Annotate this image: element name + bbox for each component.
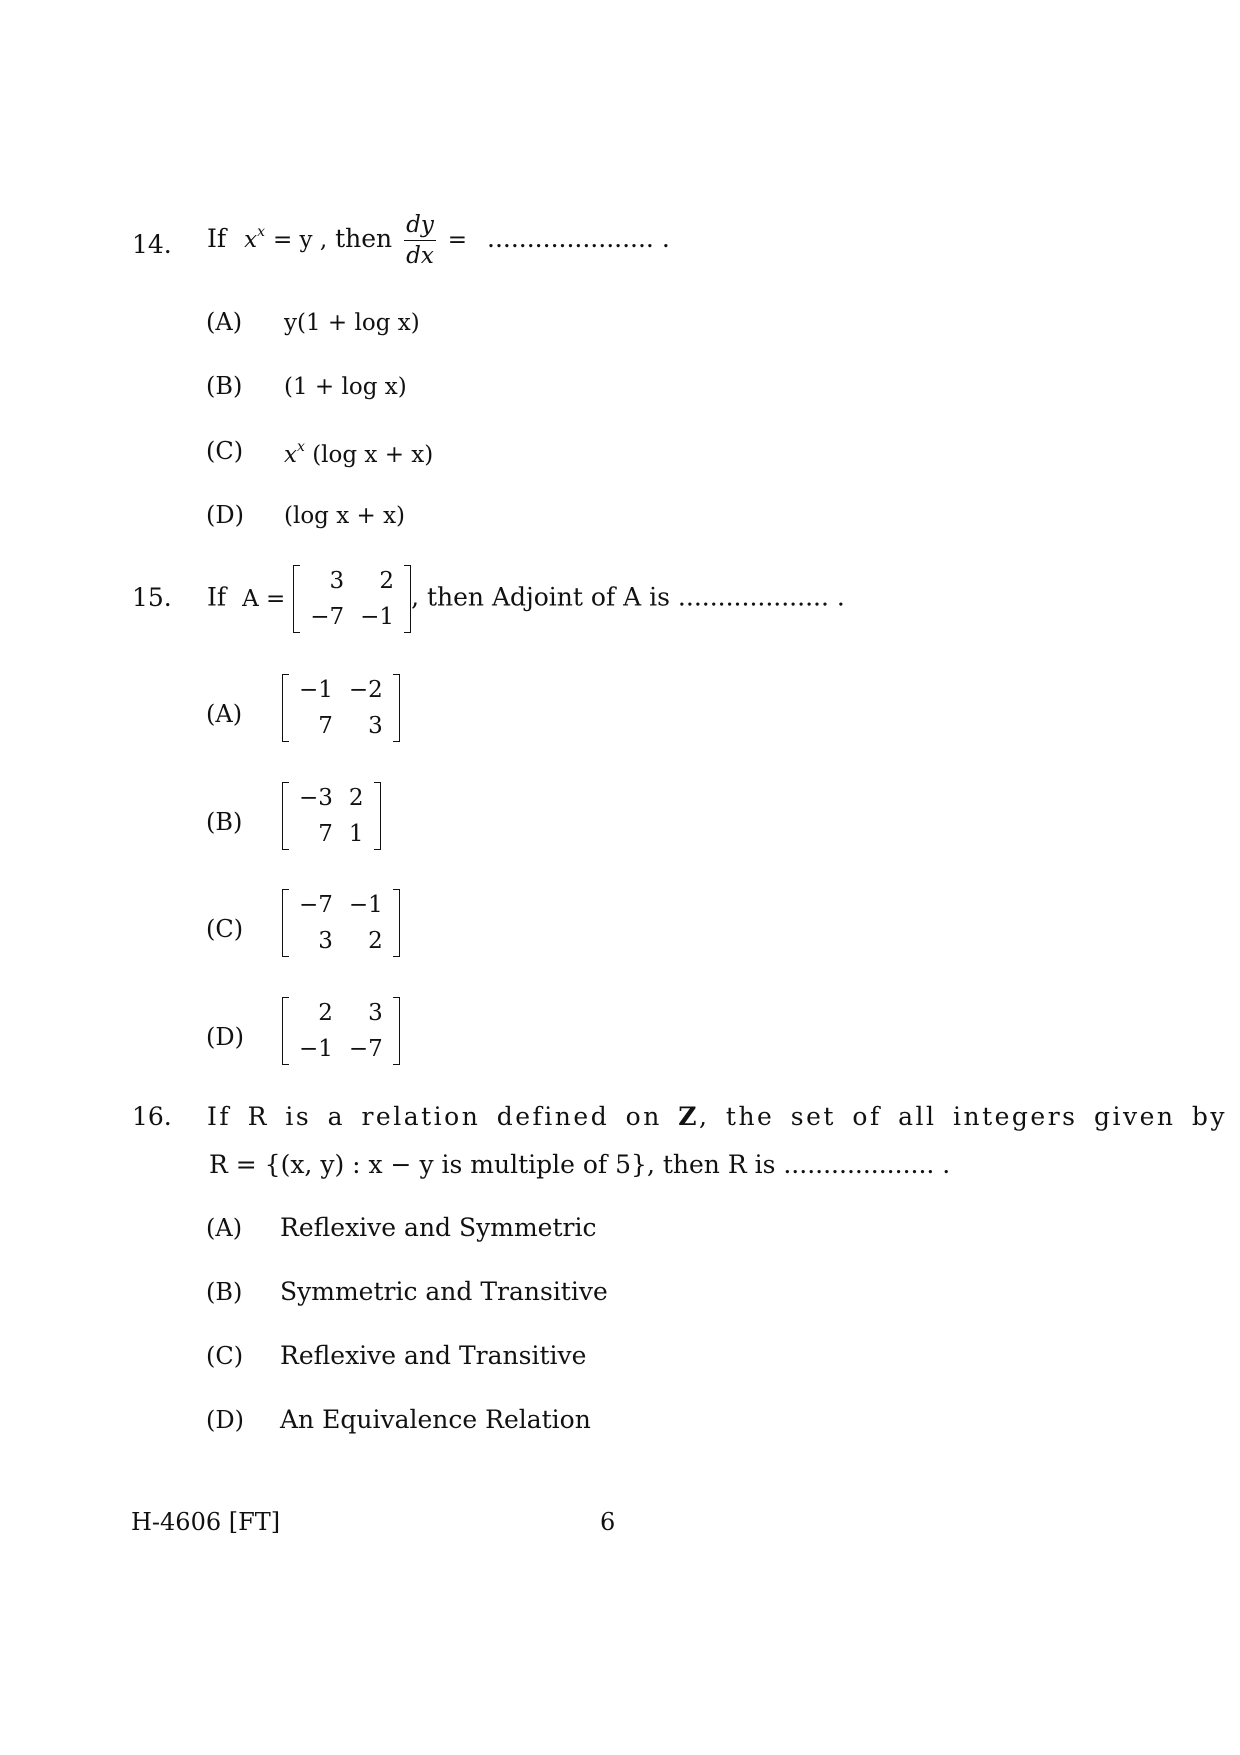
matrix-cell: 7 bbox=[318, 713, 333, 739]
q16-number: 16. bbox=[132, 1102, 172, 1131]
q14-option-a-text: y(1 + log x) bbox=[284, 310, 420, 336]
q15-matrix-name: A = bbox=[242, 585, 286, 612]
matrix-cell: 2 bbox=[348, 785, 364, 811]
q16-option-d-text: An Equivalence Relation bbox=[280, 1405, 591, 1434]
page-number: 6 bbox=[600, 1508, 616, 1536]
q14-eq-y: = y , bbox=[272, 227, 328, 253]
q14-option-c-rest: (log x + x) bbox=[304, 442, 434, 468]
q14-stem bbox=[207, 212, 670, 269]
q14-option-c-text bbox=[284, 439, 433, 468]
q16-option-b-label: (B) bbox=[206, 1278, 243, 1306]
q16-line1-bold: Z bbox=[678, 1102, 699, 1131]
matrix-cell: −7 bbox=[310, 604, 345, 630]
q14-option-c-exp: x bbox=[296, 439, 305, 455]
matrix-cell: 3 bbox=[318, 928, 333, 954]
matrix-cell: −1 bbox=[348, 892, 383, 918]
matrix-cell: 3 bbox=[329, 568, 345, 594]
q16-option-d-label: (D) bbox=[206, 1406, 244, 1434]
q14-if: If bbox=[207, 224, 227, 253]
q15-option-a-matrix bbox=[282, 672, 400, 744]
matrix-cell: 3 bbox=[368, 1000, 383, 1026]
q14-blank: ..................... . bbox=[487, 224, 670, 253]
q16-option-c-text: Reflexive and Transitive bbox=[280, 1341, 587, 1370]
matrix-cell: −7 bbox=[299, 892, 333, 918]
q16-option-b-text: Symmetric and Transitive bbox=[280, 1277, 608, 1306]
q15-option-d-label: (D) bbox=[206, 1023, 244, 1051]
q16-option-a-label: (A) bbox=[206, 1214, 243, 1242]
q16-stem-line1 bbox=[207, 1102, 1227, 1131]
q15-if: If bbox=[207, 582, 227, 612]
q15-option-c-matrix bbox=[282, 887, 400, 959]
matrix-cell: 3 bbox=[368, 713, 383, 739]
q15-option-c-label: (C) bbox=[206, 915, 244, 943]
q14-derivative-fraction bbox=[404, 212, 436, 269]
q14-number: 14. bbox=[132, 230, 172, 259]
q14-option-d-label: (D) bbox=[206, 501, 244, 529]
q16-option-c-label: (C) bbox=[206, 1342, 244, 1370]
q14-lhs-base: x bbox=[244, 227, 258, 253]
q14-option-b-label: (B) bbox=[206, 372, 243, 400]
q14-then: then bbox=[335, 224, 393, 253]
q15-number: 15. bbox=[132, 583, 172, 612]
matrix-cell: −2 bbox=[348, 677, 383, 703]
q14-option-c-base: x bbox=[284, 442, 297, 468]
q14-option-c-label: (C) bbox=[206, 437, 244, 465]
matrix-cell: 7 bbox=[318, 821, 333, 847]
q14-option-d-text: (log x + x) bbox=[284, 503, 406, 529]
matrix-cell: −7 bbox=[348, 1036, 383, 1062]
q14-lhs-exp: x bbox=[257, 224, 265, 240]
q14-frac-num: dy bbox=[404, 212, 436, 241]
matrix-cell: −1 bbox=[360, 604, 395, 630]
q14-frac-den: dx bbox=[406, 243, 434, 269]
matrix-cell: 1 bbox=[348, 821, 364, 847]
paper-code: H-4606 [FT] bbox=[131, 1508, 281, 1536]
matrix-cell: 2 bbox=[379, 568, 395, 594]
q16-line1-b: , the set of all integers given by bbox=[699, 1102, 1228, 1131]
q15-stem-text: , then Adjoint of A is ................... . bbox=[411, 582, 845, 612]
q15-option-d-matrix bbox=[282, 995, 400, 1067]
q15-option-a-label: (A) bbox=[206, 700, 243, 728]
q16-line1-a: If R is a relation defined on bbox=[207, 1102, 679, 1131]
q14-option-b-text: (1 + log x) bbox=[284, 374, 407, 400]
q16-option-a-text: Reflexive and Symmetric bbox=[280, 1213, 597, 1242]
matrix-cell: 2 bbox=[368, 928, 383, 954]
matrix-cell: −3 bbox=[299, 785, 333, 811]
q15-option-b-matrix bbox=[282, 780, 381, 852]
q15-matrix-a bbox=[293, 563, 411, 635]
q14-equals: = bbox=[447, 227, 468, 253]
q15-option-b-label: (B) bbox=[206, 808, 243, 836]
matrix-cell: 2 bbox=[318, 1000, 333, 1026]
matrix-cell: −1 bbox=[299, 677, 333, 703]
q16-stem-line2: R = {(x, y) : x − y is multiple of 5}, then R is ................... . bbox=[209, 1150, 951, 1179]
q14-option-a-label: (A) bbox=[206, 308, 243, 336]
matrix-cell: −1 bbox=[299, 1036, 333, 1062]
q15-stem bbox=[207, 563, 845, 635]
